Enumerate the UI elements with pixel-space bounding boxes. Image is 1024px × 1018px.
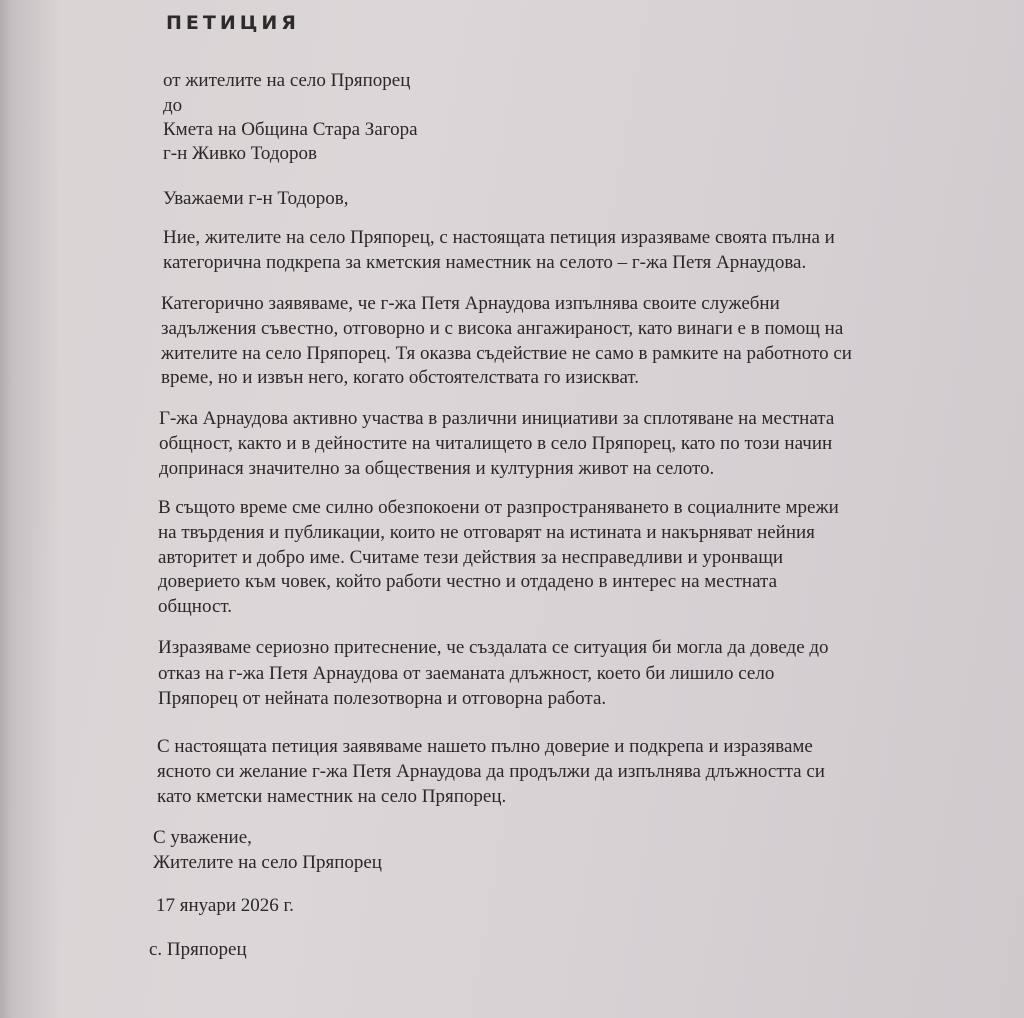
paragraph-3-line-2: общност, както и в дейностите на читалището в село Пряпорец, като по този начин [159, 433, 833, 454]
header-line-to: до [163, 95, 183, 116]
paragraph-1-line-1: Ние, жителите на село Пряпорец, с настоящата петиция изразяваме своята пълна и [163, 227, 835, 248]
page-edge [0, 0, 12, 1018]
document-title: ПЕТИЦИЯ [166, 12, 300, 34]
paragraph-6-line-1: С настоящата петиция заявяваме нашето пълно доверие и подкрепа и изразяваме [157, 736, 813, 757]
closing-regards: С уважение, [153, 827, 252, 848]
paragraph-5-line-1: Изразяваме сериозно притеснение, че създалата се ситуация би могла да доведе до [158, 637, 829, 658]
closing-signatories: Жителите на село Пряпорец [153, 852, 382, 873]
paragraph-4-line-5: общност. [158, 596, 232, 617]
paragraph-2-line-1: Категорично заявяваме, че г-жа Петя Арнаудова изпълнява своите служебни [161, 293, 780, 314]
salutation: Уважаеми г-н Тодоров, [163, 188, 349, 209]
paragraph-2-line-4: време, но и извън него, когато обстоятелствата го изискват. [161, 367, 640, 388]
paragraph-4-line-2: на твърдения и публикации, които не отговарят на истината и накърняват нейния [158, 522, 815, 543]
paragraph-2-line-2: задължения съвестно, отговорно и с висока ангажираност, като винаги е в помощ на [161, 318, 844, 339]
paragraph-4-line-1: В същото време сме силно обезпокоени от разпространяването в социалните мрежи [158, 497, 839, 518]
paragraph-2-line-3: жителите на село Пряпорец. Тя оказва съдействие не само в рамките на работното си [161, 343, 852, 364]
paragraph-6-line-3: като кметски наместник на село Пряпорец. [157, 786, 507, 807]
paragraph-3-line-3: допринася значително за обществения и културния живот на селото. [159, 458, 715, 479]
paragraph-4-line-3: авторитет и добро име. Считаме тези действия за несправедливи и уронващи [158, 547, 783, 568]
paragraph-5-line-3: Пряпорец от нейната полезотворна и отговорна работа. [158, 688, 607, 709]
paragraph-3-line-1: Г-жа Арнаудова активно участва в различни инициативи за сплотяване на местната [159, 408, 835, 429]
header-line-recipient-name: г-н Живко Тодоров [163, 143, 317, 164]
document-place: с. Пряпорец [149, 939, 247, 960]
paragraph-6-line-2: ясното си желание г-жа Петя Арнаудова да продължи да изпълнява длъжността си [157, 761, 825, 782]
paragraph-5-line-2: отказ на г-жа Петя Арнаудова от заеманата длъжност, което би лишило село [158, 663, 775, 684]
paragraph-4-line-4: доверието към човек, който работи честно и отдадено в интерес на местната [158, 571, 778, 592]
header-line-from: от жителите на село Пряпорец [163, 70, 411, 91]
header-line-recipient: Кмета на Община Стара Загора [163, 119, 418, 140]
document-date: 17 януари 2026 г. [156, 895, 294, 916]
paragraph-1-line-2: категорична подкрепа за кметския наместник на селото – г-жа Петя Арнаудова. [163, 252, 807, 273]
